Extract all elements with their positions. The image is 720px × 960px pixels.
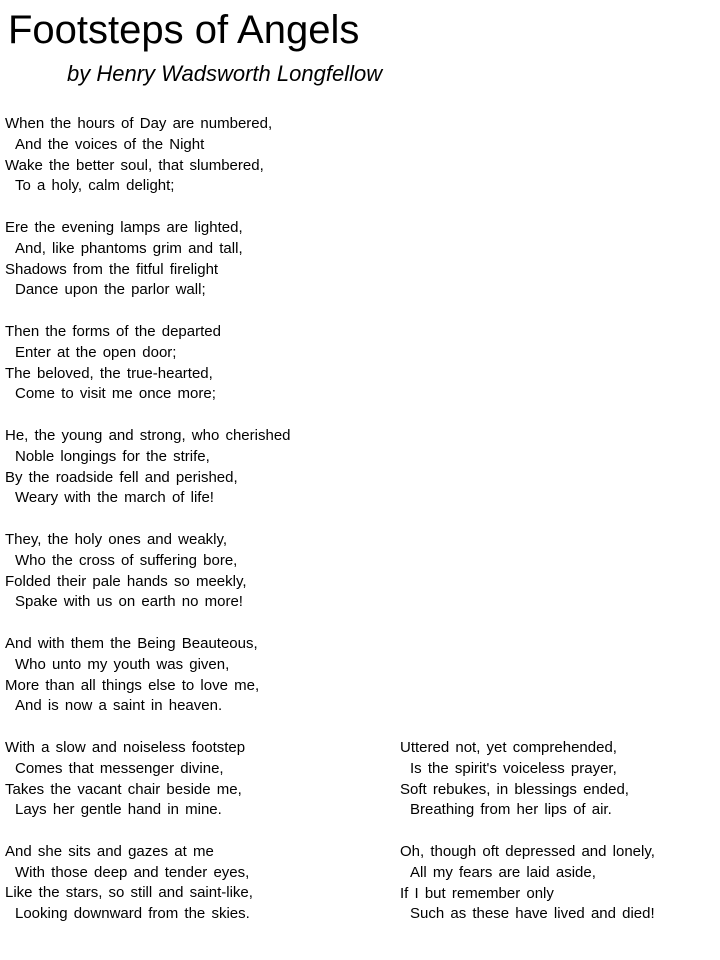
poem-line: With those deep and tender eyes, <box>15 863 250 881</box>
poem-line: And she sits and gazes at me <box>5 842 214 860</box>
poem-line: Weary with the march of life! <box>15 489 214 507</box>
poem-line: By the roadside fell and perished, <box>5 468 238 486</box>
poem-line: Looking downward from the skies. <box>15 905 250 923</box>
stanza-7 <box>5 738 291 821</box>
poem-line: Who the cross of suffering bore, <box>15 551 238 569</box>
poem-byline: by Henry Wadsworth Longfellow <box>67 61 383 86</box>
poem-line: Spake with us on earth no more! <box>15 593 243 611</box>
stanza-9 <box>400 738 655 821</box>
poem-line: Wake the better soul, that slumbered, <box>5 156 264 174</box>
poem-line: Soft rebukes, in blessings ended, <box>400 780 629 798</box>
poem-line: With a slow and noiseless footstep <box>5 738 246 756</box>
poem-line: He, the young and strong, who cherished <box>5 426 291 444</box>
poem-line: Come to visit me once more; <box>15 385 216 403</box>
poem-line: Dance upon the parlor wall; <box>15 281 206 299</box>
poem-column-left <box>5 114 291 946</box>
poem-line: Comes that messenger divine, <box>15 759 224 777</box>
poem-line: Like the stars, so still and saint-like, <box>5 884 253 902</box>
poem-line: And the voices of the Night <box>15 135 205 153</box>
stanza-1 <box>5 114 291 197</box>
poem-column-right <box>400 738 655 946</box>
poem-line: And, like phantoms grim and tall, <box>15 239 243 257</box>
stanza-6 <box>5 634 291 717</box>
stanza-2 <box>5 218 291 301</box>
poem-line: Is the spirit's voiceless prayer, <box>410 759 617 777</box>
poem-line: And with them the Being Beauteous, <box>5 634 258 652</box>
stanza-8 <box>5 842 291 925</box>
poem-line: Shadows from the fitful firelight <box>5 260 219 278</box>
poem-line: To a holy, calm delight; <box>15 177 175 195</box>
stanza-4 <box>5 426 291 509</box>
poem-line: Lays her gentle hand in mine. <box>15 801 222 819</box>
poem-line: More than all things else to love me, <box>5 676 260 694</box>
poem-line: When the hours of Day are numbered, <box>5 115 273 132</box>
poem-line: They, the holy ones and weakly, <box>5 530 228 548</box>
poem-line: Breathing from her lips of air. <box>410 801 612 819</box>
poem-line: Oh, though oft depressed and lonely, <box>400 842 655 860</box>
poem-line: If I but remember only <box>400 884 554 902</box>
poem-line: The beloved, the true-hearted, <box>5 364 213 382</box>
poem-line: And is now a saint in heaven. <box>15 697 223 715</box>
poem-line: Folded their pale hands so meekly, <box>5 572 247 590</box>
stanza-5 <box>5 530 291 613</box>
poem-line: Who unto my youth was given, <box>15 655 230 673</box>
stanza-3 <box>5 322 291 405</box>
poem-line: Then the forms of the departed <box>5 322 221 340</box>
poem-line: Ere the evening lamps are lighted, <box>5 218 243 236</box>
poem-line: All my fears are laid aside, <box>410 863 596 881</box>
stanza-10 <box>400 842 655 925</box>
poem-line: Such as these have lived and died! <box>410 905 655 923</box>
poem-title: Footsteps of Angels <box>8 8 360 52</box>
poem-line: Uttered not, yet comprehended, <box>400 739 617 756</box>
poem-line: Takes the vacant chair beside me, <box>5 780 242 798</box>
poem-line: Noble longings for the strife, <box>15 447 210 465</box>
poem-line: Enter at the open door; <box>15 343 177 361</box>
